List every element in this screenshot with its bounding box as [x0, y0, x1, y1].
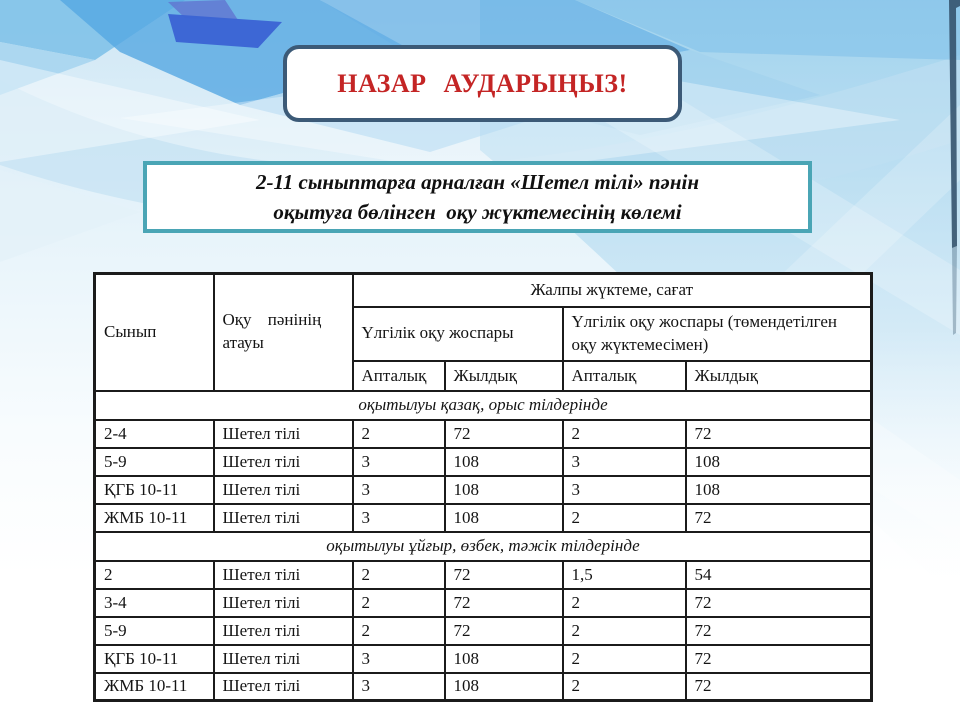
- cell-weekly-standard: 2: [353, 617, 445, 645]
- cell-yearly-standard: 72: [445, 561, 563, 589]
- table-row: [95, 504, 872, 532]
- cell-yearly-standard: 108: [445, 504, 563, 532]
- attention-banner: [283, 45, 682, 122]
- cell-yearly-standard: 108: [445, 448, 563, 476]
- cell-weekly-standard: 3: [353, 504, 445, 532]
- header-yearly-standard: Жылдық: [445, 361, 563, 391]
- cell-yearly-reduced: 72: [686, 673, 872, 701]
- header-total-load: Жалпы жүктеме, сағат: [353, 274, 872, 307]
- header-weekly-standard: Апталық: [353, 361, 445, 391]
- table-row: [95, 448, 872, 476]
- table-row: [95, 589, 872, 617]
- cell-grade: 5-9: [95, 448, 214, 476]
- cell-grade: ҚГБ 10-11: [95, 476, 214, 504]
- cell-yearly-standard: 108: [445, 645, 563, 673]
- cell-weekly-standard: 3: [353, 476, 445, 504]
- cell-weekly-reduced: 1,5: [563, 561, 686, 589]
- cell-yearly-standard: 108: [445, 476, 563, 504]
- header-class: Сынып: [95, 274, 214, 391]
- header-weekly-reduced: Апталық: [563, 361, 686, 391]
- cell-weekly-reduced: 2: [563, 589, 686, 617]
- cell-grade: 3-4: [95, 589, 214, 617]
- header-subject: Оқу пәнінің атауы: [214, 274, 353, 391]
- table-row: [95, 617, 872, 645]
- cell-weekly-reduced: 2: [563, 617, 686, 645]
- table-header-row-1: [95, 274, 872, 307]
- cell-weekly-standard: 2: [353, 589, 445, 617]
- cell-yearly-reduced: 108: [686, 448, 872, 476]
- subtitle-line-1: 2-11 сыныптарға арналған «Шетел тілі» пәнін: [255, 169, 700, 194]
- cell-weekly-reduced: 2: [563, 420, 686, 448]
- table-row: [95, 561, 872, 589]
- cell-weekly-standard: 3: [353, 673, 445, 701]
- cell-yearly-standard: 108: [445, 673, 563, 701]
- cell-grade: ҚГБ 10-11: [95, 645, 214, 673]
- cell-grade: ЖМБ 10-11: [95, 673, 214, 701]
- cell-yearly-reduced: 108: [686, 476, 872, 504]
- table-row: [95, 476, 872, 504]
- cell-weekly-reduced: 3: [563, 476, 686, 504]
- cell-grade: 5-9: [95, 617, 214, 645]
- section-header-kazakh-russian: [95, 391, 872, 420]
- cell-weekly-standard: 2: [353, 561, 445, 589]
- table-row: [95, 673, 872, 701]
- cell-subject: Шетел тілі: [214, 617, 353, 645]
- cell-weekly-standard: 3: [353, 448, 445, 476]
- cell-subject: Шетел тілі: [214, 673, 353, 701]
- cell-grade: ЖМБ 10-11: [95, 504, 214, 532]
- cell-grade: 2-4: [95, 420, 214, 448]
- cell-yearly-reduced: 72: [686, 420, 872, 448]
- cell-subject: Шетел тілі: [214, 476, 353, 504]
- header-standard-plan: Үлгілік оқу жоспары: [353, 307, 563, 361]
- cell-yearly-reduced: 72: [686, 645, 872, 673]
- subtitle-line-2: оқытуға бөлінген оқу жүктемесінің көлемі: [273, 200, 682, 224]
- header-reduced-plan: Үлгілік оқу жоспары (төмендетілген оқу жүктемесімен): [563, 307, 872, 361]
- cell-subject: Шетел тілі: [214, 504, 353, 532]
- cell-grade: 2: [95, 561, 214, 589]
- cell-weekly-reduced: 2: [563, 673, 686, 701]
- section-title: оқытылуы қазақ, орыс тілдерінде: [95, 391, 872, 420]
- study-load-table: [93, 272, 873, 702]
- cell-yearly-reduced: 72: [686, 504, 872, 532]
- cell-weekly-reduced: 2: [563, 504, 686, 532]
- cell-yearly-standard: 72: [445, 589, 563, 617]
- header-yearly-reduced: Жылдық: [686, 361, 872, 391]
- cell-yearly-reduced: 54: [686, 561, 872, 589]
- cell-subject: Шетел тілі: [214, 589, 353, 617]
- cell-yearly-standard: 72: [445, 420, 563, 448]
- cell-subject: Шетел тілі: [214, 645, 353, 673]
- cell-weekly-reduced: 2: [563, 645, 686, 673]
- table-row: [95, 420, 872, 448]
- section-header-uyghur-uzbek-tajik: [95, 532, 872, 561]
- subtitle-box: [143, 161, 812, 233]
- cell-subject: Шетел тілі: [214, 561, 353, 589]
- cell-weekly-standard: 2: [353, 420, 445, 448]
- cell-yearly-reduced: 72: [686, 589, 872, 617]
- attention-text: НАЗАР АУДАРЫҢЫЗ!: [337, 68, 628, 98]
- section-title: оқытылуы ұйғыр, өзбек, тәжік тілдерінде: [95, 532, 872, 561]
- cell-weekly-standard: 3: [353, 645, 445, 673]
- cell-yearly-standard: 72: [445, 617, 563, 645]
- table-row: [95, 645, 872, 673]
- cell-yearly-reduced: 72: [686, 617, 872, 645]
- cell-weekly-reduced: 3: [563, 448, 686, 476]
- cell-subject: Шетел тілі: [214, 448, 353, 476]
- cell-subject: Шетел тілі: [214, 420, 353, 448]
